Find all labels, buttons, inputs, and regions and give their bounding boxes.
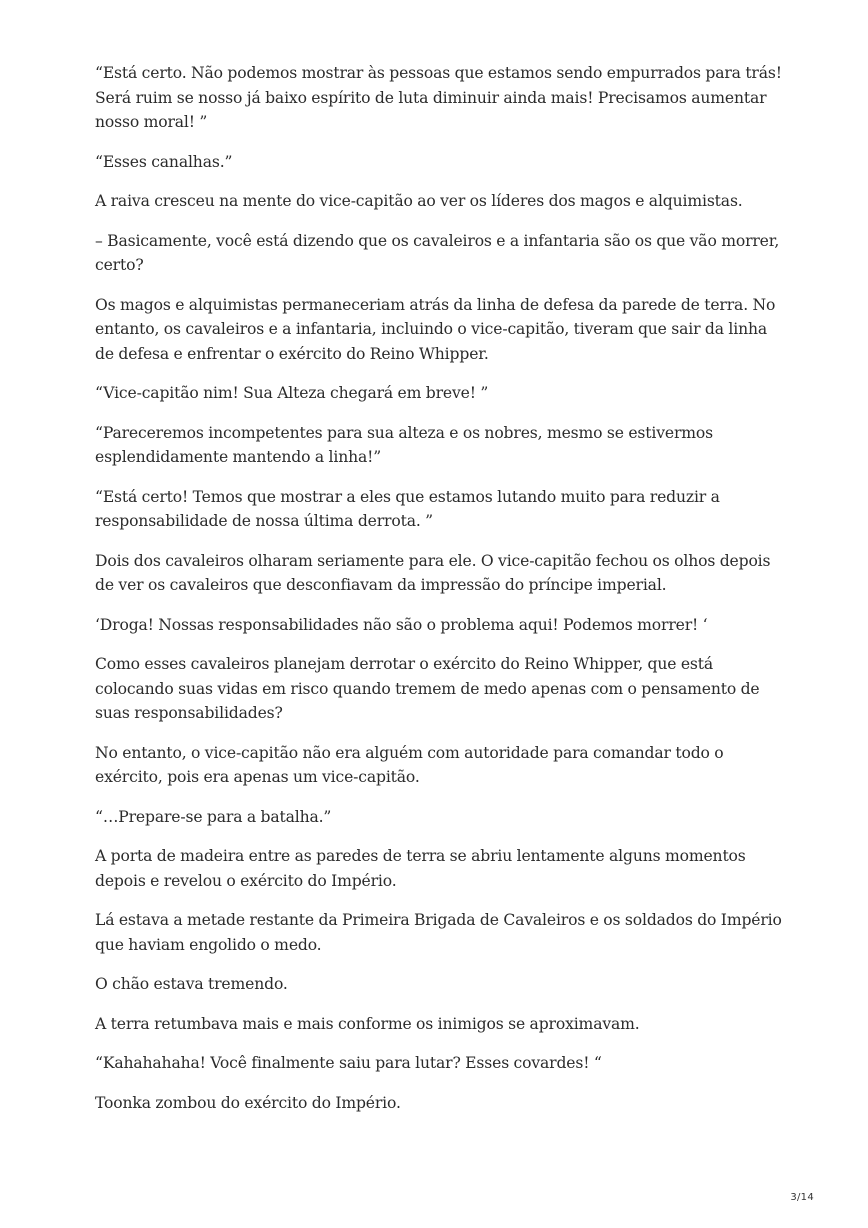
- paragraph: Dois dos cavaleiros olharam seriamente para ele. O vice-capitão fechou os olhos depois de ver os cavaleiros que desconfiavam da impressão do príncipe imperial.: [95, 551, 771, 594]
- paragraph: “Está certo! Temos que mostrar a eles que estamos lutando muito para reduzir a responsabilidade de nossa última derrota. ”: [95, 487, 720, 530]
- paragraph: “Está certo. Não podemos mostrar às pessoas que estamos sendo empurrados para trás! Será ruim se nosso já baixo espírito de luta diminuir ainda mais! Precisamos aumentar nosso moral! ”: [95, 64, 782, 131]
- paragraph: – Basicamente, você está dizendo que os cavaleiros e a infantaria são os que vão morrer, certo?: [95, 231, 780, 274]
- paragraph: “…Prepare-se para a batalha.”: [95, 807, 332, 826]
- paragraph: Os magos e alquimistas permaneceriam atrás da linha de defesa da parede de terra. No entanto, os cavaleiros e a infantaria, incluindo o vice-capitão, tiveram que sair da linha de defesa e enfrentar o exército do Reino Whipper.: [95, 295, 776, 363]
- paragraph: A raiva cresceu na mente do vice-capitão ao ver os líderes dos magos e alquimistas.: [95, 192, 743, 210]
- paragraph: Lá estava a metade restante da Primeira Brigada de Cavaleiros e os soldados do Império que haviam engolido o medo.: [95, 911, 782, 954]
- paragraph: ‘Droga! Nossas responsabilidades não são o problema aqui! Podemos morrer! ‘: [95, 615, 708, 634]
- document-body: [95, 61, 785, 1130]
- paragraph: O chão estava tremendo.: [95, 975, 288, 993]
- paragraph: A porta de madeira entre as paredes de terra se abriu lentamente alguns momentos depois e revelou o exército do Império.: [95, 847, 746, 890]
- paragraph: Como esses cavaleiros planejam derrotar o exército do Reino Whipper, que está colocando suas vidas em risco quando tremem de medo apenas com o pensamento de suas responsabilidades?: [95, 655, 760, 722]
- page-number: 3/14: [790, 1192, 814, 1203]
- paragraph: No entanto, o vice-capitão não era alguém com autoridade para comandar todo o exército, pois era apenas um vice-capitão.: [95, 743, 724, 786]
- paragraph: “Vice-capitão nim! Sua Alteza chegará em breve! ”: [95, 384, 489, 402]
- paragraph: “Esses canalhas.”: [95, 152, 233, 171]
- paragraph: “Kahahahaha! Você finalmente saiu para lutar? Esses covardes! “: [95, 1054, 602, 1072]
- paragraph: “Pareceremos incompetentes para sua alteza e os nobres, mesmo se estivermos esplendidamente mantendo a linha!”: [95, 423, 713, 466]
- paragraph: Toonka zombou do exército do Império.: [95, 1093, 401, 1112]
- paragraph: A terra retumbava mais e mais conforme os inimigos se aproximavam.: [95, 1014, 640, 1033]
